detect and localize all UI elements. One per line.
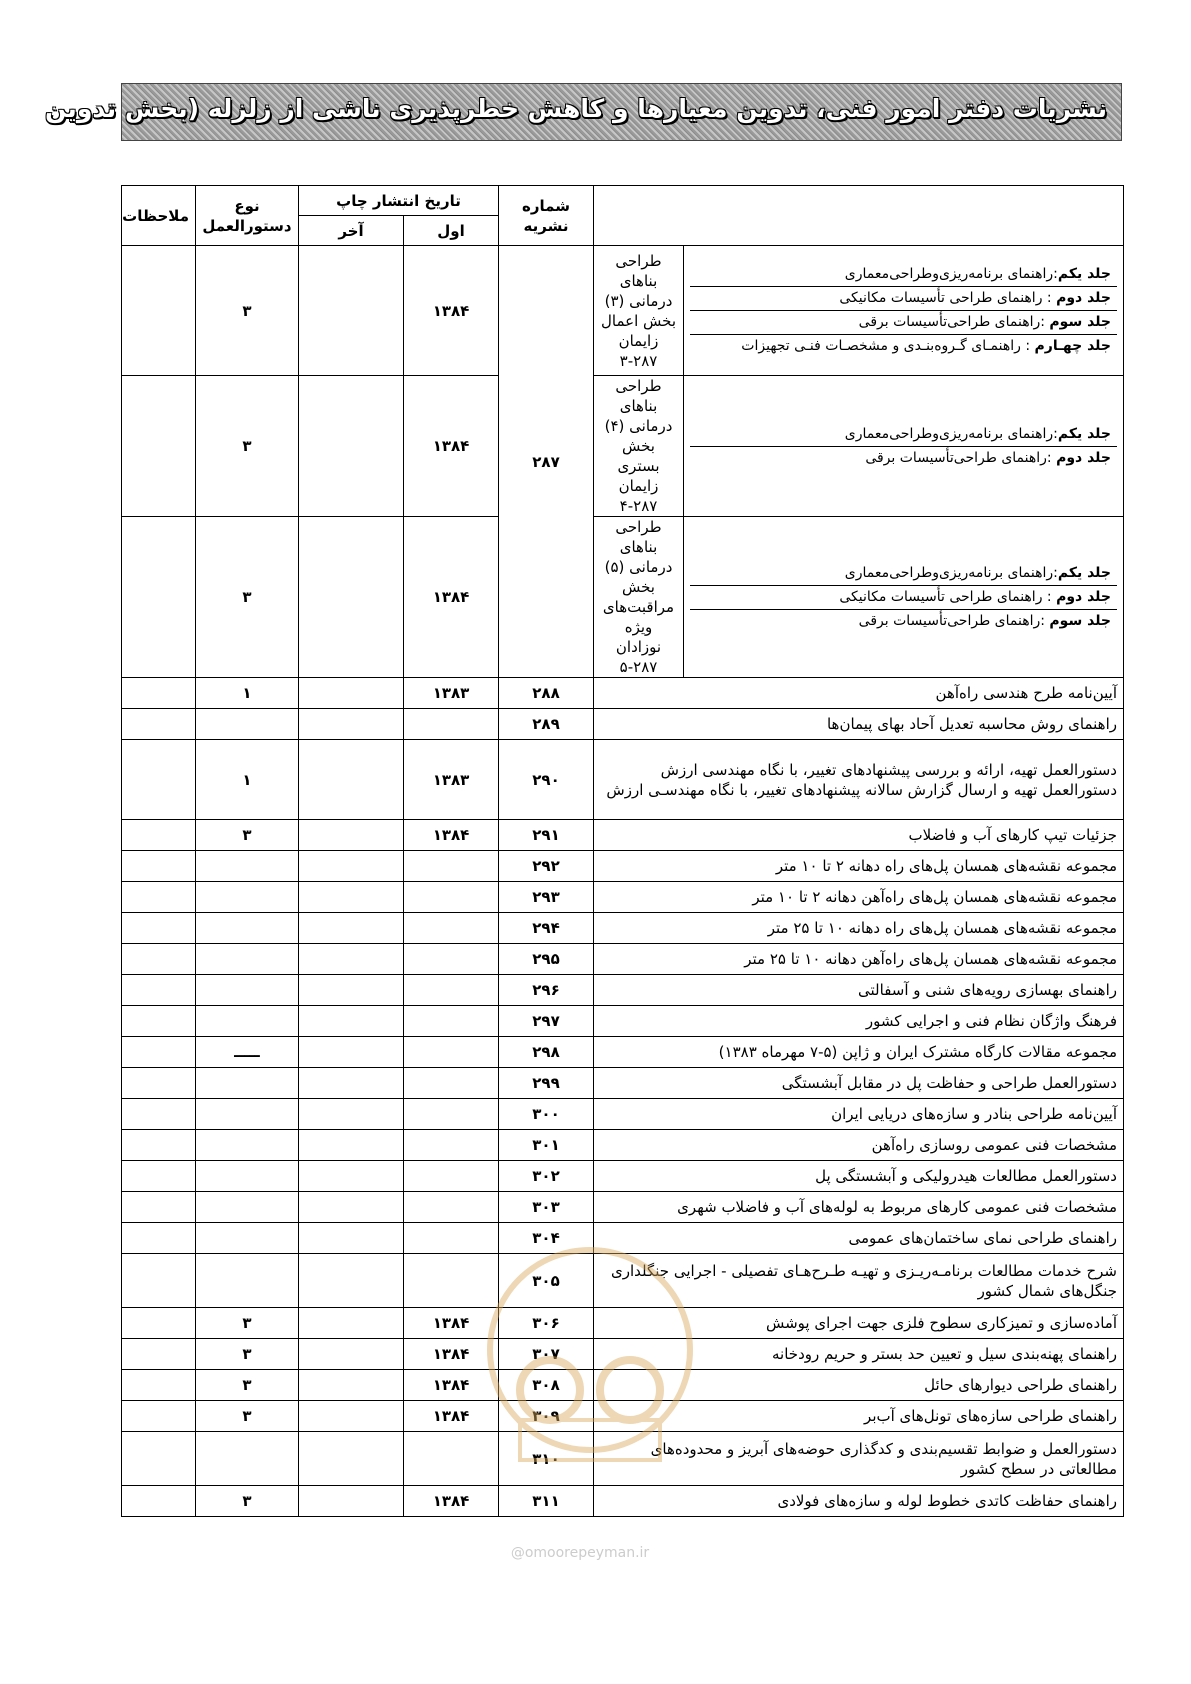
group-name-line: بخش بستری	[617, 437, 660, 475]
first-print-date: ۱۳۸۴	[404, 1401, 499, 1432]
instruction-type	[195, 851, 298, 882]
last-print-date	[298, 1308, 403, 1339]
notes-cell	[122, 1006, 196, 1037]
publication-title: مجموعه نقشه‌های همسان پل‌های راه‌آهن دهانه ۲ تا ۱۰ متر	[594, 882, 1124, 913]
last-print-date	[298, 1254, 403, 1308]
instruction-type	[195, 1068, 298, 1099]
instruction-type	[195, 975, 298, 1006]
last-print-date	[298, 913, 403, 944]
instruction-type: ۳	[195, 1401, 298, 1432]
instruction-type	[195, 1192, 298, 1223]
first-print-date	[404, 1130, 499, 1161]
publication-title: راهنمای روش محاسبه تعدیل آحاد بهای پیمان‌ها	[594, 709, 1124, 740]
notes-cell	[122, 1486, 196, 1517]
first-print-date	[404, 709, 499, 740]
first-print-date: ۱۳۸۴	[404, 517, 499, 678]
publication-number: ۳۱۱	[499, 1486, 594, 1517]
volume-label: جلد چهـارم	[1034, 338, 1111, 354]
group-name-line: زایمان	[618, 477, 659, 495]
group-name-line: طراحی بناهای	[615, 377, 662, 415]
group-row	[122, 246, 1124, 376]
header-first: اول	[404, 216, 499, 246]
publication-title: آماده‌سازی و تمیزکاری سطوح فلزی جهت اجرای پوشش	[594, 1308, 1124, 1339]
publication-number: ۲۸۹	[499, 709, 594, 740]
first-print-date	[404, 1161, 499, 1192]
table-row	[122, 1432, 1124, 1486]
publication-number: ۲۸۸	[499, 678, 594, 709]
last-print-date	[298, 1068, 403, 1099]
first-print-date	[404, 1192, 499, 1223]
volume-row	[690, 423, 1117, 447]
volume-title: :راهنمای طراحی‌تأسیسات برقی	[858, 314, 1050, 330]
table-row	[122, 709, 1124, 740]
last-print-date	[298, 1161, 403, 1192]
notes-cell	[122, 1432, 196, 1486]
publication-title: جزئیات تیپ کارهای آب و فاضلاب	[594, 820, 1124, 851]
notes-cell	[122, 851, 196, 882]
volume-row	[690, 585, 1117, 609]
table-row	[122, 1037, 1124, 1068]
last-print-date	[298, 820, 403, 851]
publication-number: ۲۹۲	[499, 851, 594, 882]
publication-number: ۳۰۰	[499, 1099, 594, 1130]
volume-label: جلد دوم	[1056, 588, 1111, 605]
header-number: شماره نشریه	[499, 186, 594, 246]
first-print-date	[404, 1068, 499, 1099]
group-name-line: طراحی بناهای	[615, 518, 662, 556]
publication-number: ۳۰۲	[499, 1161, 594, 1192]
volume-title: : راهنمـای گـروه‌بنـدی و مشخصـات فنـی تجهیزات	[741, 338, 1035, 354]
table-row	[122, 820, 1124, 851]
last-print-date	[298, 1432, 403, 1486]
last-print-date	[298, 944, 403, 975]
first-print-date	[404, 1037, 499, 1068]
instruction-type: ۱	[195, 740, 298, 820]
last-print-date	[298, 246, 403, 376]
instruction-type	[195, 709, 298, 740]
table-row	[122, 1006, 1124, 1037]
table-row	[122, 1130, 1124, 1161]
first-print-date: ۱۳۸۳	[404, 740, 499, 820]
table-row	[122, 944, 1124, 975]
volume-title: :راهنمای طراحی‌تأسیسات برقی	[858, 612, 1050, 629]
notes-cell	[122, 1223, 196, 1254]
publication-number: ۳۰۳	[499, 1192, 594, 1223]
last-print-date	[298, 1099, 403, 1130]
page-banner	[44, 83, 1122, 141]
notes-cell	[122, 740, 196, 820]
publication-number: ۳۰۷	[499, 1339, 594, 1370]
volume-row	[690, 263, 1117, 287]
last-print-date	[298, 376, 403, 517]
first-print-date	[404, 1254, 499, 1308]
notes-cell	[122, 1099, 196, 1130]
volume-row	[690, 562, 1117, 586]
publication-number: ۲۹۰	[499, 740, 594, 820]
first-print-date: ۱۳۸۴	[404, 1339, 499, 1370]
volume-title: :راهنمای برنامه‌ریزی‌وطراحی‌معماری	[844, 564, 1058, 581]
volume-label: جلد یکم	[1057, 564, 1111, 581]
last-print-date	[298, 709, 403, 740]
volumes-cell	[684, 517, 1124, 678]
volume-title: :راهنمای برنامه‌ریزی‌وطراحی‌معماری	[844, 266, 1058, 282]
publications-table	[121, 185, 1124, 1517]
group-name-line: بخش اعمال	[600, 311, 676, 330]
table-row	[122, 1068, 1124, 1099]
publication-title: مشخصات فنی عمومی کارهای مربوط به لوله‌های آب و فاضلاب شهری	[594, 1192, 1124, 1223]
volume-label: جلد یکم	[1057, 425, 1111, 442]
notes-cell	[122, 1339, 196, 1370]
table-row	[122, 1223, 1124, 1254]
instruction-type	[195, 1161, 298, 1192]
group-name	[594, 517, 684, 678]
table-row	[122, 1370, 1124, 1401]
publication-number: ۳۰۴	[499, 1223, 594, 1254]
volume-label: جلد سوم	[1049, 314, 1111, 330]
instruction-type	[195, 1432, 298, 1486]
volume-label: جلد دوم	[1056, 290, 1111, 306]
table-row	[122, 882, 1124, 913]
publication-number: ۳۰۵	[499, 1254, 594, 1308]
publication-number: ۲۹۸	[499, 1037, 594, 1068]
volume-row	[690, 287, 1117, 311]
last-print-date	[298, 678, 403, 709]
group-name-line: ویژه نوزادان	[615, 618, 662, 656]
publication-number: ۲۸۷	[499, 246, 594, 678]
notes-cell	[122, 678, 196, 709]
table-row	[122, 1192, 1124, 1223]
header-title	[594, 186, 1124, 246]
last-print-date	[298, 882, 403, 913]
instruction-type: ۳	[195, 1486, 298, 1517]
instruction-type	[195, 913, 298, 944]
table-row	[122, 975, 1124, 1006]
publication-title: راهنمای حفاظت کاتدی خطوط لوله و سازه‌های فولادی	[594, 1486, 1124, 1517]
header-last: آخر	[298, 216, 403, 246]
last-print-date	[298, 1486, 403, 1517]
instruction-type: ۳	[195, 1370, 298, 1401]
first-print-date: ۱۳۸۴	[404, 820, 499, 851]
first-print-date	[404, 1099, 499, 1130]
last-print-date	[298, 1037, 403, 1068]
header-notes: ملاحظات	[122, 186, 196, 246]
notes-cell	[122, 1254, 196, 1308]
last-print-date	[298, 1401, 403, 1432]
first-print-date: ۱۳۸۴	[404, 1370, 499, 1401]
group-name	[594, 376, 684, 517]
notes-cell	[122, 517, 196, 678]
instruction-type: ـــــ	[195, 1037, 298, 1068]
notes-cell	[122, 913, 196, 944]
instruction-type	[195, 882, 298, 913]
table-row	[122, 1486, 1124, 1517]
header-type: نوع دستورالعمل	[195, 186, 298, 246]
first-print-date: ۱۳۸۴	[404, 246, 499, 376]
volume-row	[690, 311, 1117, 335]
first-print-date	[404, 1006, 499, 1037]
volumes-cell	[684, 376, 1124, 517]
publication-title: راهنمای پهنه‌بندی سیل و تعیین حد بستر و حریم رودخانه	[594, 1339, 1124, 1370]
publication-title: فرهنگ واژگان نظام فنی و اجرایی کشور	[594, 1006, 1124, 1037]
publication-title: راهنمای طراحی نمای ساختمان‌های عمومی	[594, 1223, 1124, 1254]
publication-title: آیین‌نامه طراحی بنادر و سازه‌های دریایی ایران	[594, 1099, 1124, 1130]
publication-title: دستورالعمل طراحی و حفاظت پل در مقابل آبشستگی	[594, 1068, 1124, 1099]
publication-title: راهنمای طراحی سازه‌های تونل‌های آب‌بر	[594, 1401, 1124, 1432]
first-print-date	[404, 975, 499, 1006]
last-print-date	[298, 975, 403, 1006]
publication-number: ۳۰۱	[499, 1130, 594, 1161]
volume-title: : راهنمای طراحی تأسیسات مکانیکی	[839, 588, 1057, 605]
notes-cell	[122, 709, 196, 740]
table-row	[122, 851, 1124, 882]
group-row	[122, 517, 1124, 678]
publication-number: ۳۰۶	[499, 1308, 594, 1339]
table-row	[122, 1339, 1124, 1370]
publication-title: مجموعه نقشه‌های همسان پل‌های راه‌آهن دهانه ۱۰ تا ۲۵ متر	[594, 944, 1124, 975]
notes-cell	[122, 376, 196, 517]
publication-title: دستورالعمل و ضوابط تقسیم‌بندی و کدگذاری حوضه‌های آبریز و محدوده‌های مطالعاتی در سطح کشور	[594, 1432, 1124, 1486]
table-row	[122, 913, 1124, 944]
notes-cell	[122, 1370, 196, 1401]
last-print-date	[298, 1130, 403, 1161]
first-print-date: ۱۳۸۴	[404, 1308, 499, 1339]
publication-number: ۲۹۱	[499, 820, 594, 851]
last-print-date	[298, 851, 403, 882]
notes-cell	[122, 975, 196, 1006]
first-print-date	[404, 913, 499, 944]
volume-label: جلد یکم	[1057, 266, 1111, 282]
notes-cell	[122, 944, 196, 975]
notes-cell	[122, 1037, 196, 1068]
publication-number: ۲۹۳	[499, 882, 594, 913]
instruction-type: ۳	[195, 246, 298, 376]
last-print-date	[298, 1370, 403, 1401]
group-name-line: زایمان	[618, 331, 659, 350]
group-name	[594, 246, 684, 376]
group-name-line: ۴-۲۸۷	[619, 497, 658, 515]
first-print-date	[404, 1432, 499, 1486]
table-row	[122, 678, 1124, 709]
publication-title: مجموعه نقشه‌های همسان پل‌های راه دهانه ۱۰ تا ۲۵ متر	[594, 913, 1124, 944]
publication-title: شرح خدمات مطالعات برنامـه‌ریـزی و تهیـه طـرح‌هـای تفصیلی - اجرایی جنگلداری جنگل‌های شمال کشور	[594, 1254, 1124, 1308]
group-name-line: بخش مراقبت‌های	[602, 578, 675, 616]
publication-title: دستورالعمل مطالعات هیدرولیکی و آبشستگی پل	[594, 1161, 1124, 1192]
volume-title: : راهنمای طراحی تأسیسات مکانیکی	[839, 290, 1057, 306]
publication-title: آیین‌نامه طرح هندسی راه‌آهن	[594, 678, 1124, 709]
publication-number: ۳۱۰	[499, 1432, 594, 1486]
notes-cell	[122, 246, 196, 376]
last-print-date	[298, 1339, 403, 1370]
last-print-date	[298, 1192, 403, 1223]
volume-row	[690, 609, 1117, 633]
volumes-cell	[684, 246, 1124, 376]
instruction-type: ۳	[195, 1308, 298, 1339]
table-row	[122, 1401, 1124, 1432]
table-row	[122, 740, 1124, 820]
instruction-type	[195, 1223, 298, 1254]
notes-cell	[122, 1401, 196, 1432]
first-print-date	[404, 944, 499, 975]
watermark-text: @omoorepeyman.ir	[510, 1545, 650, 1561]
volume-label: جلد دوم	[1056, 449, 1111, 466]
instruction-type	[195, 1254, 298, 1308]
notes-cell	[122, 820, 196, 851]
publication-number: ۳۰۹	[499, 1401, 594, 1432]
group-name-line: درمانی (۳)	[604, 291, 673, 310]
instruction-type: ۳	[195, 1339, 298, 1370]
instruction-type	[195, 1099, 298, 1130]
table-row	[122, 1308, 1124, 1339]
group-name-line: طراحی بناهای	[615, 251, 662, 290]
publication-number: ۳۰۸	[499, 1370, 594, 1401]
publication-number: ۲۹۵	[499, 944, 594, 975]
publication-title: راهنمای طراحی دیوارهای حائل	[594, 1370, 1124, 1401]
notes-cell	[122, 1068, 196, 1099]
publication-number: ۲۹۹	[499, 1068, 594, 1099]
first-print-date: ۱۳۸۴	[404, 1486, 499, 1517]
publication-number: ۲۹۶	[499, 975, 594, 1006]
publication-number: ۲۹۷	[499, 1006, 594, 1037]
notes-cell	[122, 1192, 196, 1223]
notes-cell	[122, 882, 196, 913]
instruction-type: ۳	[195, 517, 298, 678]
volume-title: :راهنمای طراحی‌تأسیسات برقی	[865, 449, 1057, 466]
publication-title: راهنمای بهسازی رویه‌های شنی و آسفالتی	[594, 975, 1124, 1006]
table-row	[122, 1161, 1124, 1192]
last-print-date	[298, 740, 403, 820]
instruction-type	[195, 944, 298, 975]
publication-title: مجموعه مقالات کارگاه مشترک ایران و ژاپن (۵-۷ مهرماه ۱۳۸۳)	[594, 1037, 1124, 1068]
publication-number: ۲۹۴	[499, 913, 594, 944]
first-print-date	[404, 882, 499, 913]
instruction-type: ۳	[195, 376, 298, 517]
notes-cell	[122, 1161, 196, 1192]
header-date: تاریخ انتشار چاپ	[298, 186, 498, 216]
last-print-date	[298, 517, 403, 678]
table-row	[122, 1254, 1124, 1308]
group-name-line: ۵-۲۸۷	[619, 658, 658, 676]
group-name-line: درمانی (۵)	[604, 558, 673, 576]
group-name-line: درمانی (۴)	[604, 417, 673, 435]
first-print-date	[404, 1223, 499, 1254]
notes-cell	[122, 1130, 196, 1161]
publication-title: مشخصات فنی عمومی روسازی راه‌آهن	[594, 1130, 1124, 1161]
publication-title: مجموعه نقشه‌های همسان پل‌های راه دهانه ۲ تا ۱۰ متر	[594, 851, 1124, 882]
instruction-type	[195, 1006, 298, 1037]
volume-row	[690, 335, 1117, 359]
last-print-date	[298, 1006, 403, 1037]
volume-label: جلد سوم	[1049, 612, 1111, 629]
last-print-date	[298, 1223, 403, 1254]
publication-title: دستورالعمل تهیه، ارائه و بررسی پیشنهادهای تغییر، با نگاه مهندسی ارزش دستورالعمل تهیه و ارسال گزارش سالانه پیشنهادهای تغییر، با نگاه مهندسـی ارزش	[594, 740, 1124, 820]
volume-row	[690, 446, 1117, 470]
table-row	[122, 1099, 1124, 1130]
instruction-type: ۱	[195, 678, 298, 709]
notes-cell	[122, 1308, 196, 1339]
instruction-type	[195, 1130, 298, 1161]
first-print-date: ۱۳۸۴	[404, 376, 499, 517]
first-print-date: ۱۳۸۳	[404, 678, 499, 709]
group-name-line: ۳-۲۸۷	[619, 351, 658, 370]
first-print-date	[404, 851, 499, 882]
group-row	[122, 376, 1124, 517]
volume-title: :راهنمای برنامه‌ریزی‌وطراحی‌معماری	[844, 425, 1058, 442]
instruction-type: ۳	[195, 820, 298, 851]
banner-title: نشریات دفتر امور فنی، تدوین معیارها و کاهش خطرپذیری ناشی از زلزله (بخش تدوین	[44, 94, 1107, 123]
